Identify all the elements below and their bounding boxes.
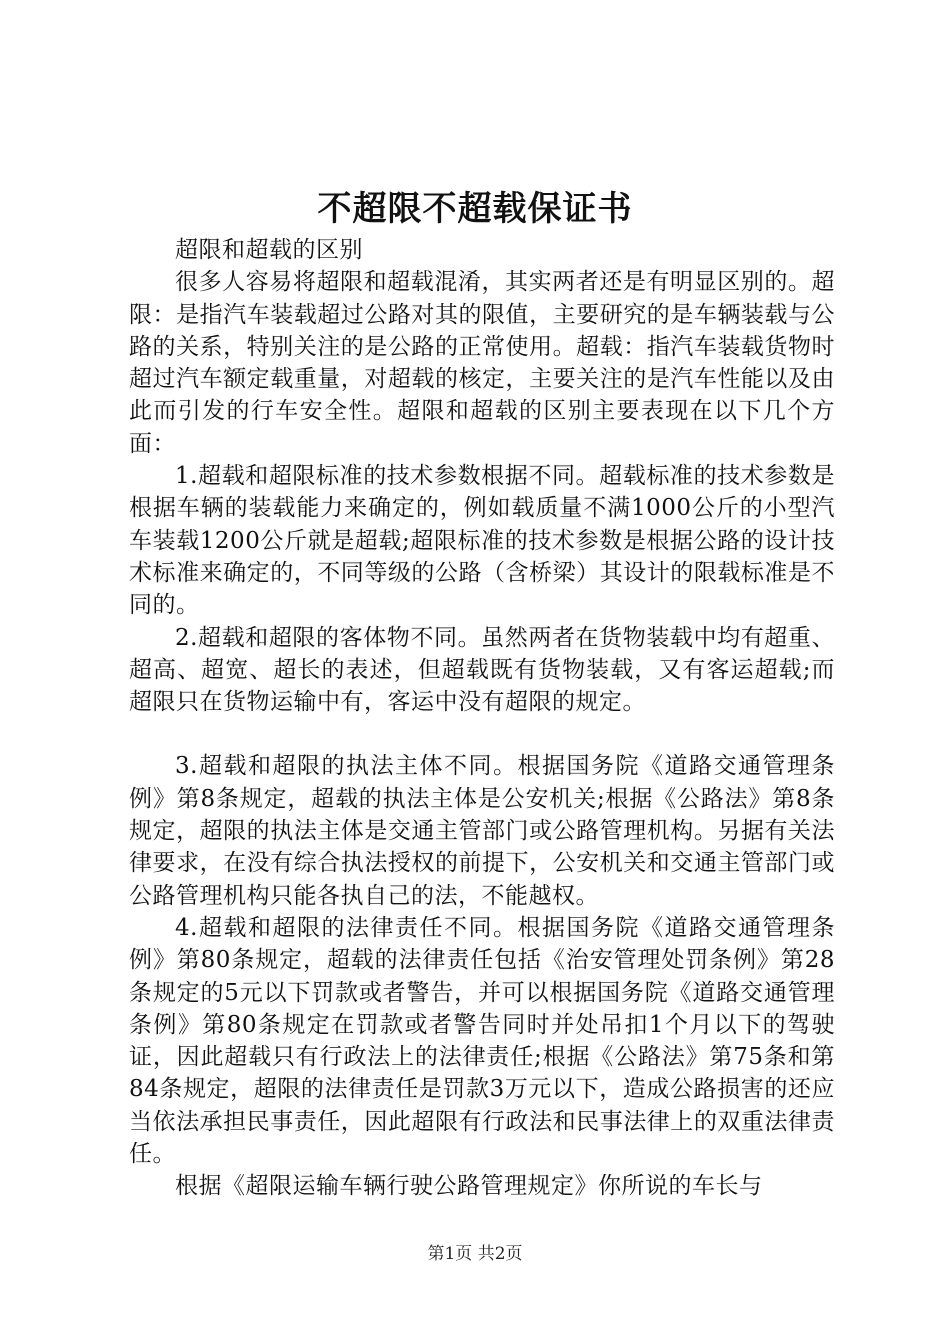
document-body: [129, 234, 835, 1203]
section-heading: 超限和超载的区别: [175, 237, 363, 263]
intro-paragraph: 很多人容易将超限和超载混淆，其实两者还是有明显区别的。超限：是指汽车装载超过公路对其的限值，主要研究的是车辆装载与公路的关系，特别关注的是公路的正常使用。超载：指汽车装载货物时超过汽车额定载重量，对超载的核定，主要关注的是汽车性能以及由此而引发的行车安全性。超限和超载的区别主要表现在以下几个方面：: [129, 269, 835, 457]
closing-paragraph: 根据《超限运输车辆行驶公路管理规定》你所说的车长与: [175, 1173, 763, 1200]
page-number-footer: 第1页 共2页: [427, 1244, 523, 1264]
point-2-paragraph: 2.超载和超限的客体物不同。虽然两者在货物装载中均有超重、超高、超宽、超长的表述，但超载既有货物装载，又有客运超载;而超限只在货物运输中有，客运中没有超限的规定。: [129, 624, 835, 716]
point-3-paragraph: 3.超载和超限的执法主体不同。根据国务院《道路交通管理条例》第8条规定，超载的执法主体是公安机关;根据《公路法》第8条规定，超限的执法主体是交通主管部门或公路管理机构。另据有关法律要求，在没有综合执法授权的前提下，公安机关和交通主管部门或公路管理机构只能各执自己的法，不能越权。: [129, 753, 835, 909]
document-title: 不超限不超载保证书: [317, 189, 633, 229]
point-1-paragraph: 1.超载和超限标准的技术参数根据不同。超载标准的技术参数是根据车辆的装载能力来确定的，例如载质量不满1000公斤的小型汽车装载1200公斤就是超载;超限标准的技术参数是根据公路的设计技术标准来确定的，不同等级的公路（含桥梁）其设计的限载标准是不同的。: [129, 463, 835, 619]
point-4-paragraph: 4.超载和超限的法律责任不同。根据国务院《道路交通管理条例》第80条规定，超载的法律责任包括《治安管理处罚条例》第28条规定的5元以下罚款或者警告，并可以根据国务院《道路交通管理条例》第80条规定在罚款或者警告同时并处吊扣1个月以下的驾驶证，因此超载只有行政法上的法律责任;根据《公路法》第75条和第84条规定，超限的法律责任是罚款3万元以下，造成公路损害的还应当依法承担民事责任，因此超限有行政法和民事法律上的双重法律责任。: [129, 914, 835, 1168]
